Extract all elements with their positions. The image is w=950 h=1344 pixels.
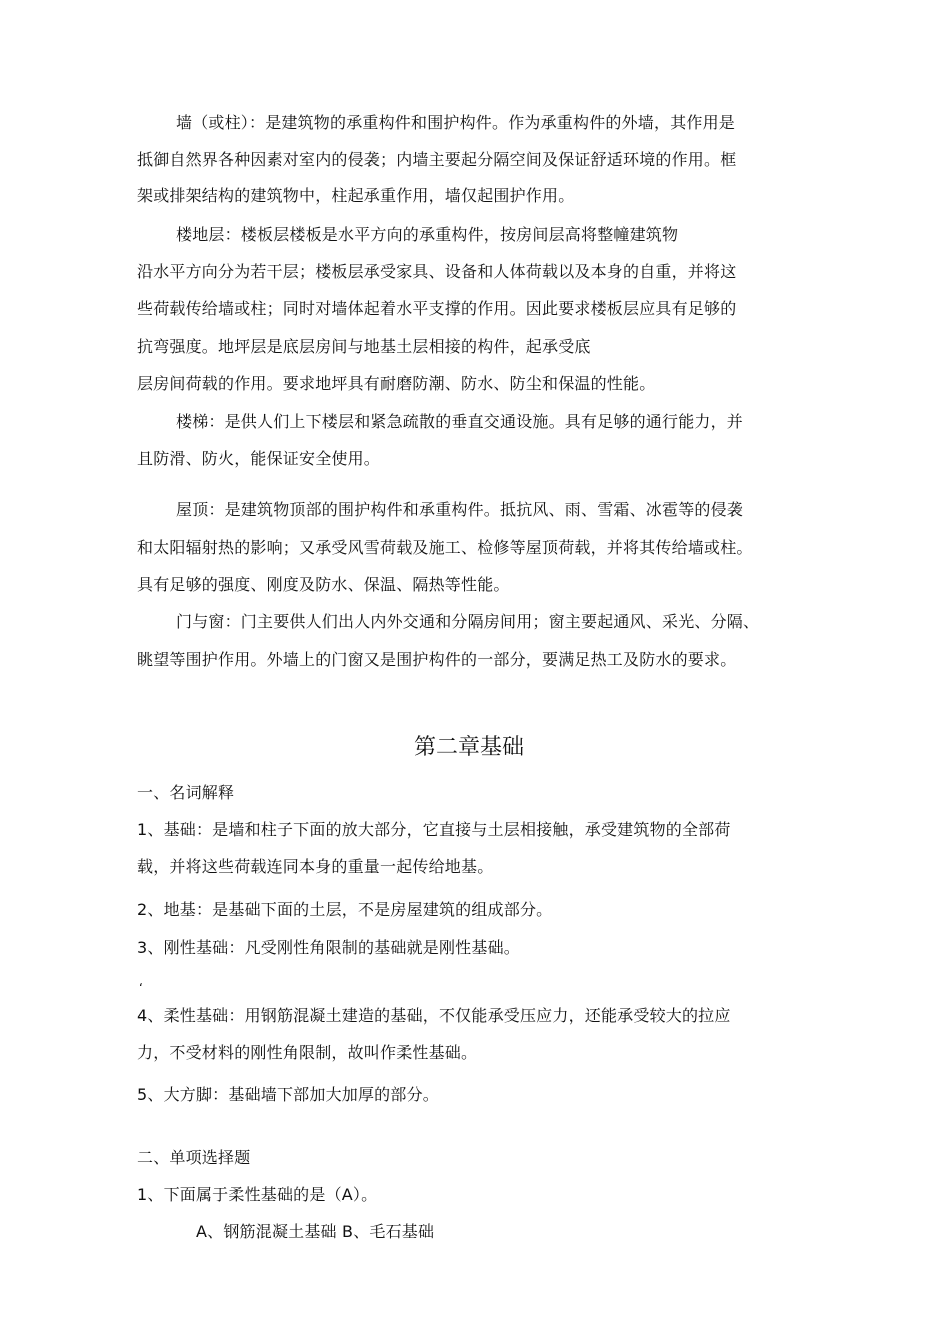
- paragraph-floor-line-2: 沿水平方向分为若干层；楼板层承受家具、设备和人体荷载以及本身的自重，并将这: [137, 262, 737, 281]
- paragraph-floor-line-4: 抗弯强度。地坪层是底层房间与地基土层相接的构件，起承受底: [137, 337, 591, 356]
- definition-foundation-line-2: 载，并将这些荷载连同本身的重量一起传给地基。: [137, 857, 494, 876]
- paragraph-floor-line-5: 层房间荷载的作用。要求地坪具有耐磨防潮、防水、防尘和保温的性能。: [137, 374, 656, 393]
- paragraph-floor-line-3: 些荷载传给墙或柱；同时对墙体起着水平支撑的作用。因此要求楼板层应具有足够的: [137, 299, 737, 318]
- section-heading-single-choice: 二、单项选择题: [137, 1148, 251, 1167]
- definition-flexible-foundation-line-2: 力，不受材料的刚性角限制，故叫作柔性基础。: [137, 1043, 478, 1062]
- question-1-options: A、钢筋混凝土基础 B、毛石基础: [196, 1222, 435, 1241]
- paragraph-stairs-line-2: 且防滑、防火，能保证安全使用。: [137, 449, 381, 468]
- paragraph-doors-line-1: 门与窗：门主要供人们出人内外交通和分隔房间用；窗主要起通风、采光、分隔、: [176, 612, 760, 631]
- question-1: 1、下面属于柔性基础的是（A）。: [137, 1185, 378, 1204]
- definition-foundation-line-1: 1、基础：是墙和柱子下面的放大部分，它直接与土层相接触，承受建筑物的全部荷: [137, 820, 731, 839]
- paragraph-wall-line-3: 架或排架结构的建筑物中，柱起承重作用，墙仅起围护作用。: [137, 186, 575, 205]
- paragraph-wall-line-1: 墙（或柱）：是建筑物的承重构件和围护构件。作为承重构件的外墙，其作用是: [176, 113, 736, 132]
- definition-flexible-foundation-line-1: 4、柔性基础：用钢筋混凝土建造的基础，不仅能承受压应力，还能承受较大的拉应: [137, 1006, 731, 1025]
- definition-spread-footing: 5、大方脚：基础墙下部加大加厚的部分。: [137, 1085, 439, 1104]
- paragraph-stairs-line-1: 楼梯：是供人们上下楼层和紧急疏散的垂直交通设施。具有足够的通行能力，并: [176, 412, 744, 431]
- paragraph-wall-line-2: 抵御自然界各种因素对室内的侵袭；内墙主要起分隔空间及保证舒适环境的作用。框: [137, 150, 737, 169]
- paragraph-doors-line-2: 眺望等围护作用。外墙上的门窗又是围护构件的一部分，要满足热工及防水的要求。: [137, 650, 737, 669]
- section-heading-definitions: 一、名词解释: [137, 783, 235, 802]
- stray-mark: ‘: [139, 981, 143, 995]
- definition-rigid-foundation: 3、刚性基础：凡受刚性角限制的基础就是刚性基础。: [137, 938, 520, 957]
- definition-subgrade: 2、地基：是基础下面的土层，不是房屋建筑的组成部分。: [137, 900, 553, 919]
- paragraph-roof-line-3: 具有足够的强度、刚度及防水、保温、隔热等性能。: [137, 575, 510, 594]
- paragraph-floor-line-1: 楼地层：楼板层楼板是水平方向的承重构件，按房间层高将整幢建筑物: [176, 225, 679, 244]
- paragraph-roof-line-1: 屋顶：是建筑物顶部的围护构件和承重构件。抵抗风、雨、雪霜、冰雹等的侵袭: [176, 500, 744, 519]
- chapter-title: 第二章基础: [414, 735, 525, 760]
- paragraph-roof-line-2: 和太阳辐射热的影响；又承受风雪荷载及施工、检修等屋顶荷载，并将其传给墙或柱。: [137, 538, 753, 557]
